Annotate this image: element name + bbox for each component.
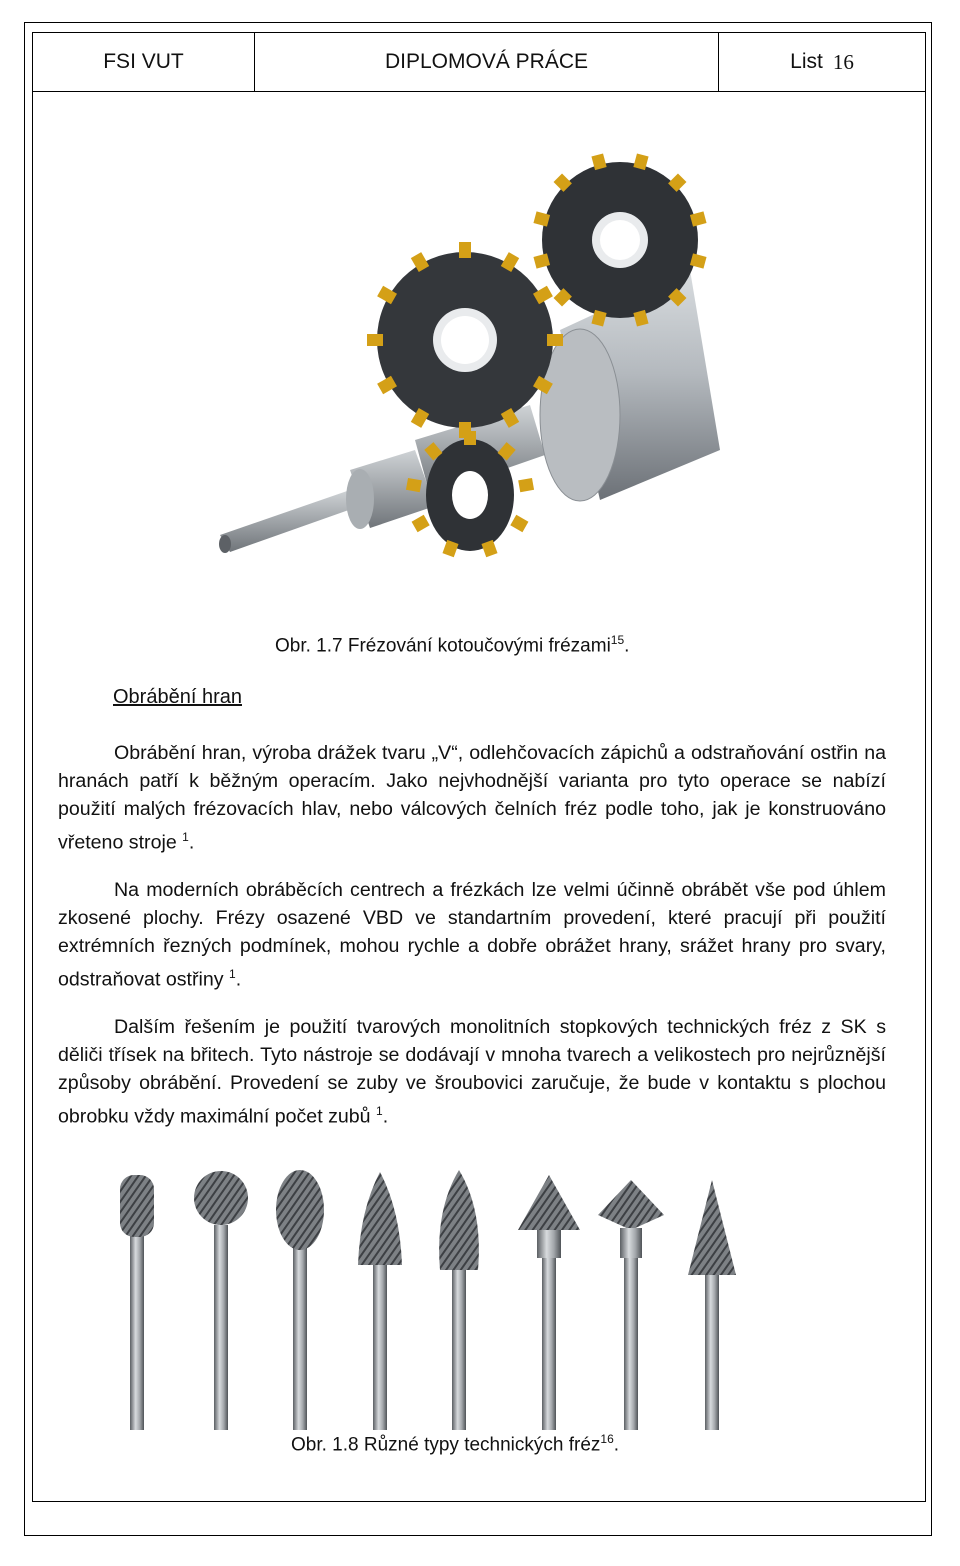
figure2-caption-end: .	[613, 1434, 620, 1456]
header-doc-type: DIPLOMOVÁ PRÁCE	[255, 33, 719, 91]
burr-pointed-cone	[688, 1180, 736, 1430]
paragraph-2-text: Na moderních obráběcích centrech a frézkách lze velmi účinně obrábět vše pod úhlem zkosené plochy. Frézy osazené VBD ve standartním provedení, které pracují při použití extrémních řezných podmínek, mohou rychle a dobře obrážet hrany, srážet hrany pro svary, odstraňovat ostřiny	[58, 879, 886, 991]
page-header	[32, 32, 926, 92]
figure2-caption	[291, 1432, 619, 1456]
header-institution: FSI VUT	[33, 33, 255, 91]
figure1-caption-ref: 15	[610, 633, 625, 647]
header-list-label: List	[790, 50, 823, 73]
burr-cone-90	[518, 1175, 580, 1430]
burr-tree	[358, 1172, 402, 1430]
burr-ball	[194, 1171, 248, 1430]
section-title: Obrábění hran	[113, 686, 242, 708]
paragraph-2-end: .	[235, 968, 242, 991]
figure2-caption-ref: 16	[600, 1432, 614, 1446]
paragraph-3-end: .	[382, 1105, 389, 1128]
header-list	[719, 33, 925, 91]
figure1-caption-end: .	[624, 635, 630, 657]
burr-flame	[439, 1170, 479, 1430]
figure2-caption-text: Obr. 1.8 Různé typy technických fréz	[291, 1434, 601, 1456]
paragraph-1-ref: 1	[182, 830, 189, 844]
paragraph-1-end: .	[188, 831, 195, 854]
burr-oval	[276, 1170, 324, 1430]
figure1-caption-text: Obr. 1.7 Frézování kotoučovými frézami	[275, 635, 611, 657]
figure1-caption	[275, 633, 629, 657]
paragraph-2-ref: 1	[229, 967, 236, 981]
carbide-burrs-image	[90, 1170, 870, 1435]
burr-countersink	[598, 1180, 664, 1430]
paragraph-3-ref: 1	[376, 1104, 383, 1118]
header-list-number: 16	[832, 49, 854, 74]
paragraph-3	[58, 1013, 886, 1131]
paragraph-1-text: Obrábění hran, výroba drážek tvaru „V“, odlehčovacích zápichů a odstraňování ostřin na hranách patří k běžným operacím. Jako nejvhodnější varianta pro tyto operace se nabízí použití malých frézovacích hlav, nebo válcových čelních fréz podle toho, jak je konstruováno vřeteno stroje	[58, 742, 886, 854]
paragraph-3-text: Dalším řešením je použití tvarových monolitních stopkových technických fréz z SK s děliči třísek na břitech. Tyto nástroje se dodávají v mnoha tvarech a velikostech pro nejrůznější způsoby obrábění. Provedení se zuby ve šroubovici zaručuje, že bude v kontaktu s plochou obrobku vždy maximální počet zubů	[58, 1016, 886, 1128]
paragraph-1	[58, 739, 886, 857]
disc-milling-cutters-image	[200, 150, 720, 570]
paragraph-2	[58, 876, 886, 994]
burr-cylindrical-ball	[120, 1175, 154, 1430]
